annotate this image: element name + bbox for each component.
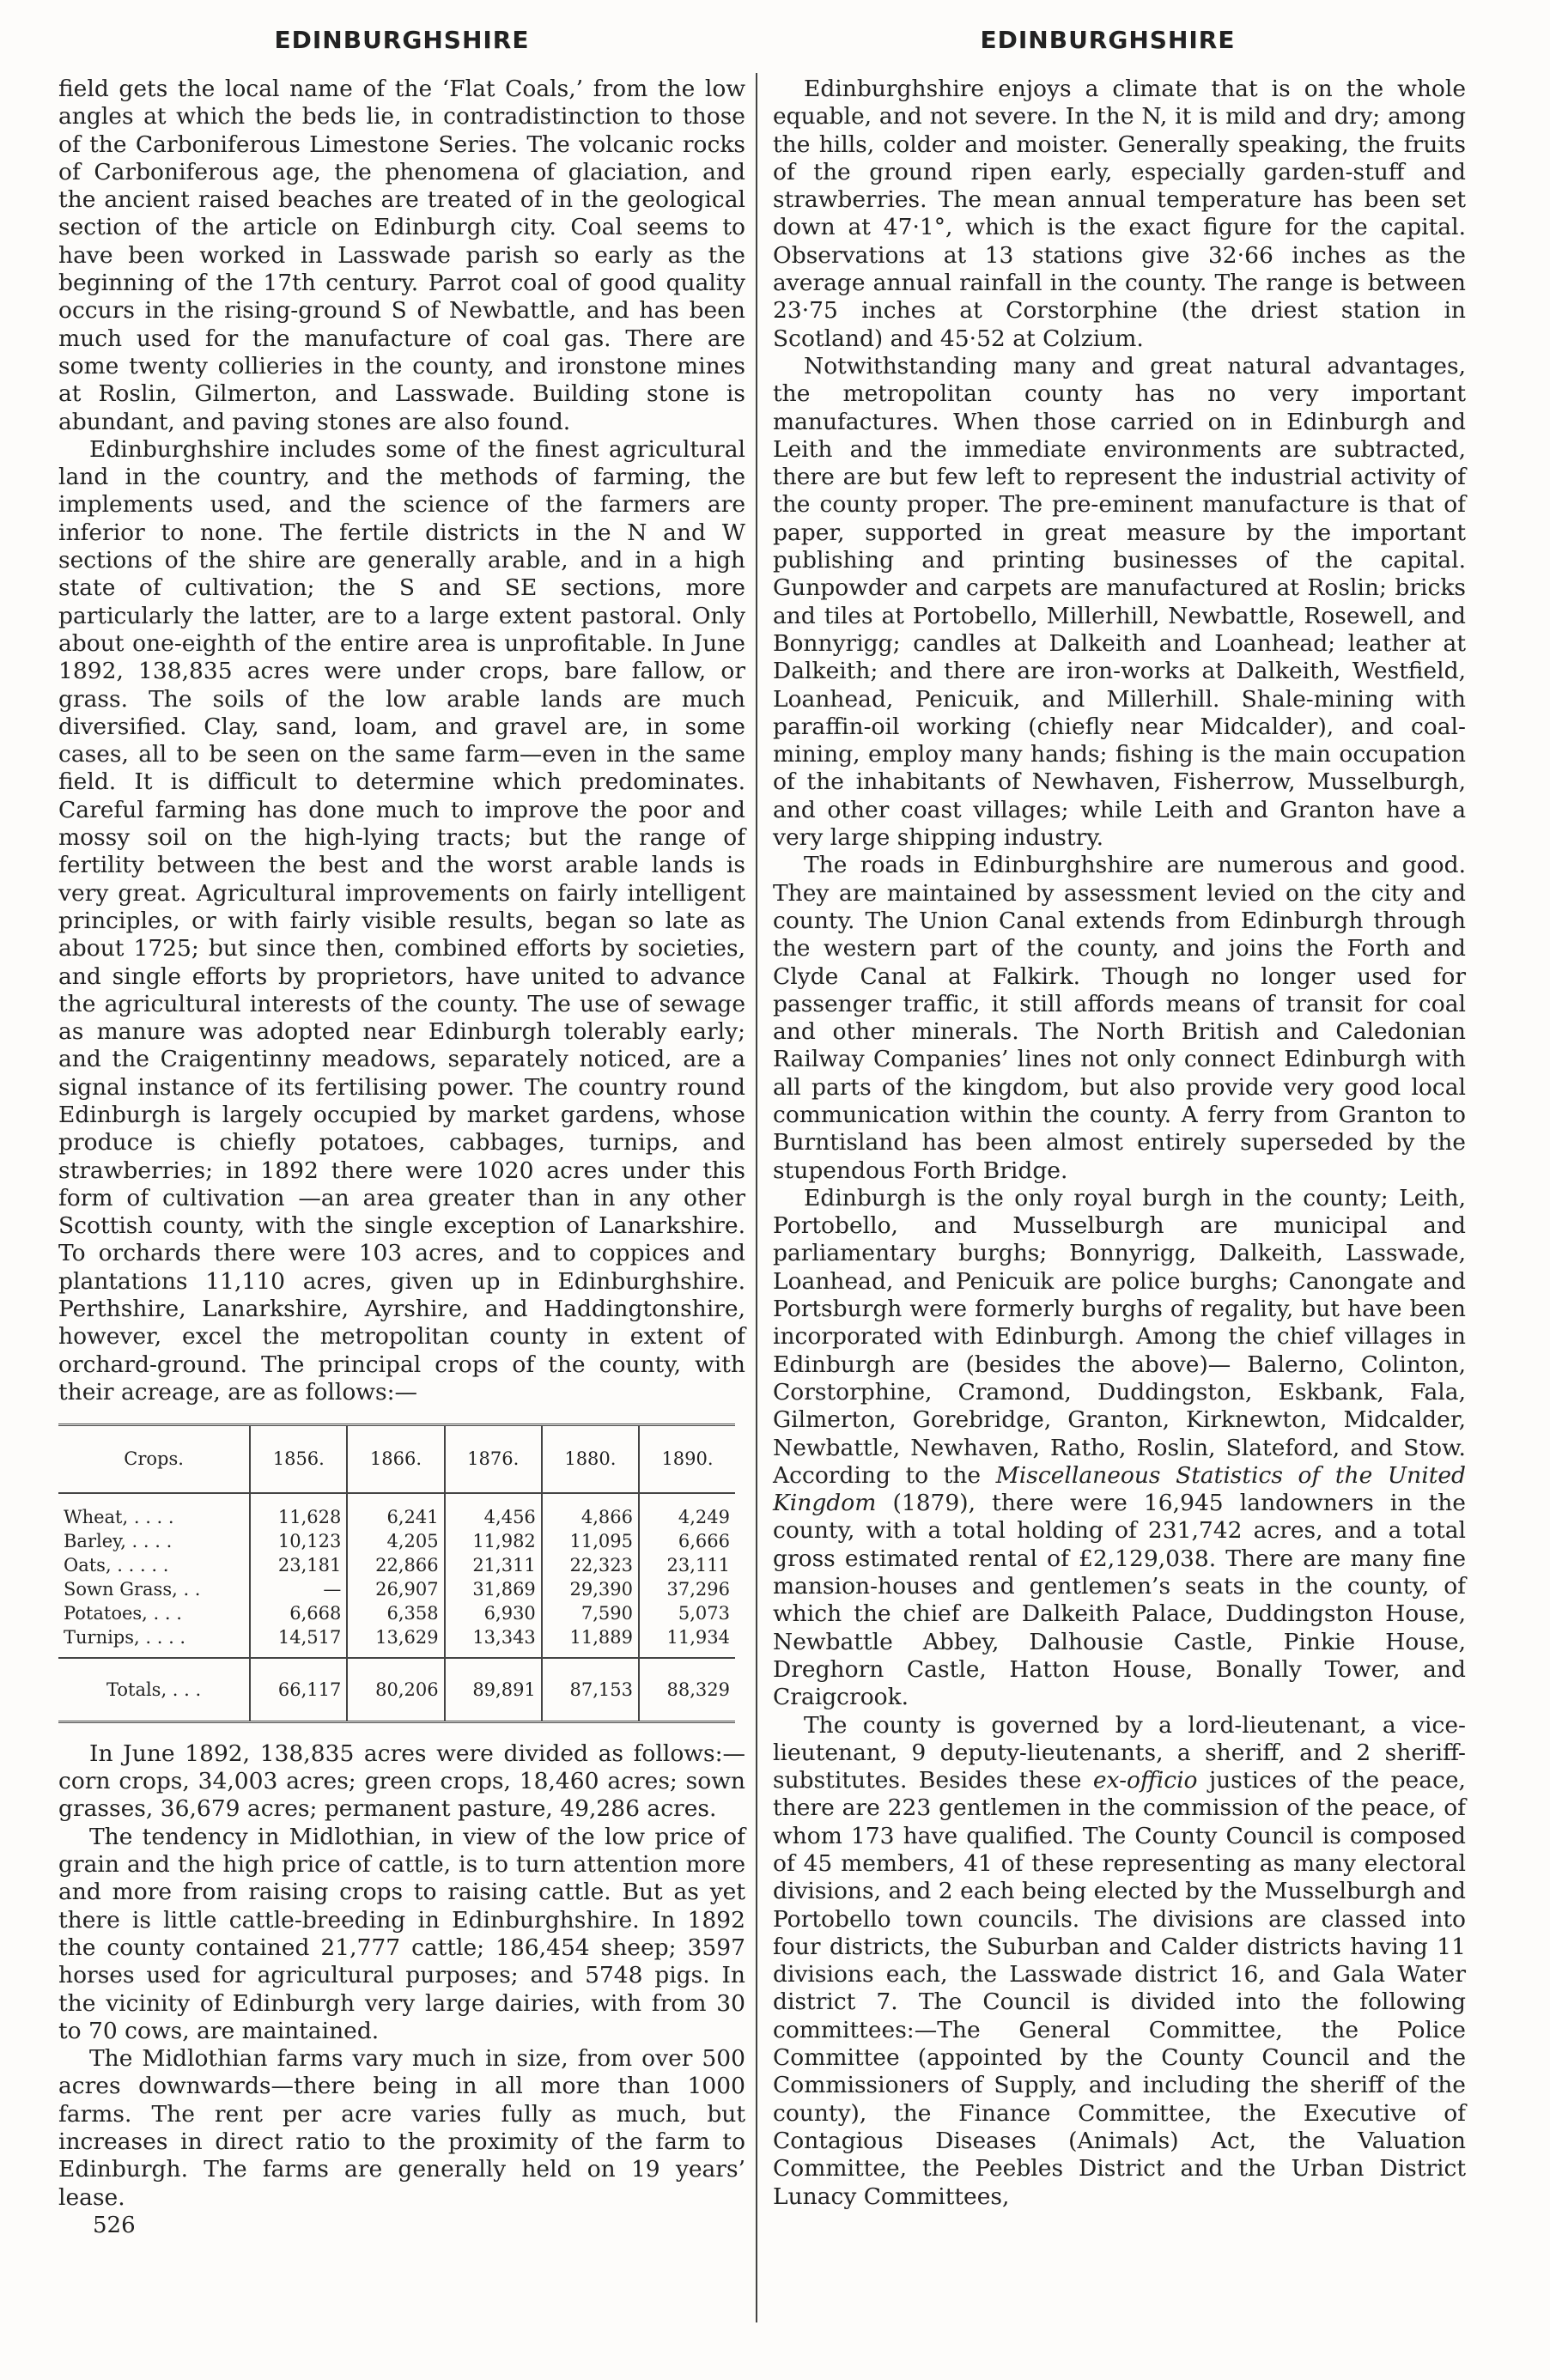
table-cell: 11,889 — [542, 1625, 639, 1658]
paragraph-burghs-text-a: Edinburgh is the only royal burgh in the county; Leith, Portobello, and Musselburgh are municipal and parliamentary burghs; Bonnyrigg, Dalkeith, Lasswade, Loanhead, and Penicuik are police burghs; Canongate and Portsburgh were formerly burghs of regality, but have been incorporated with Edinburgh. Among the chief villages in Edinburgh are (besides the above)— Balerno, Colinton, Corstorphine, Cramond, Duddingston, Eskbank, Fala, Gilmerton, Gorebridge, Granton, Kirknewton, Midcalder, Newbattle, Newhaven, Ratho, Roslin, Slateford, and Stow. According to the — [773, 1184, 1466, 1489]
table-cell: Barley, . . . . — [64, 1530, 173, 1551]
table-cell: 88,329 — [639, 1658, 735, 1721]
left-column — [58, 76, 745, 2239]
table-cell: 89,891 — [445, 1658, 542, 1721]
table-header-cell: Crops. — [58, 1426, 250, 1492]
table-header-cell: 1866. — [347, 1426, 444, 1492]
paragraph-government-text-a: The county is governed by a lord-lieutenant, a vice-lieutenant, 9 deputy-lieutenants, a sheriff, and 2 sheriff-substitutes. Besides these — [773, 1711, 1466, 1794]
table-cell: 31,869 — [445, 1577, 542, 1601]
table-cell: 11,934 — [639, 1625, 735, 1658]
table-cell: 80,206 — [347, 1658, 444, 1721]
table-row — [58, 1577, 735, 1601]
paragraph-communications: The roads in Edinburghshire are numerous and good. They are maintained by assessment levied on the city and county. The Union Canal extends from Edinburgh through the western part of the county, and joins the Forth and Clyde Canal at Falkirk. Though no longer used for passenger traffic, it still affords means of transit for coal and other minerals. The North British and Caledonian Railway Companies’ lines not only connect Edinburgh with all parts of the kingdom, but also provide very good local communication within the county. A ferry from Granton to Burntisland has been almost entirely superseded by the stupendous Forth Bridge. — [773, 852, 1466, 1184]
table-cell: 22,323 — [542, 1553, 639, 1577]
table-cell: — — [250, 1577, 347, 1601]
table-cell: Oats, . . . . . — [64, 1554, 169, 1576]
table-header-row — [58, 1426, 735, 1492]
table-cell: 6,358 — [347, 1601, 444, 1625]
table-cell: 21,311 — [445, 1553, 542, 1577]
table-cell: 26,907 — [347, 1577, 444, 1601]
table-cell: 11,982 — [445, 1529, 542, 1553]
crops-table-frame — [58, 1424, 735, 1723]
table-cell: 4,205 — [347, 1529, 444, 1553]
paragraph-climate: Edinburghshire enjoys a climate that is on the whole equable, and not severe. In the N, it is mild and dry; among the hills, colder and moister. Generally speaking, the fruits of the ground ripen early, especially garden-stuff and strawberries. The mean annual temperature has been set down at 47·1°, which is the exact figure for the capital. Observations at 13 stations give 32·66 inches as the average annual rainfall in the county. The range is between 23·75 inches at Corstorphine (the driest station in Scotland) and 45·52 at Colzium. — [773, 76, 1466, 352]
publication-title: Miscellaneous Statistics of the United Kingdom — [773, 1461, 1467, 1517]
paragraph-burghs — [773, 1185, 1466, 1712]
running-header-left: EDINBURGHSHIRE — [274, 26, 530, 54]
table-cell: 6,930 — [445, 1601, 542, 1625]
table-cell: 14,517 — [250, 1625, 347, 1658]
table-cell: 23,111 — [639, 1553, 735, 1577]
table-cell: 6,666 — [639, 1529, 735, 1553]
table-cell: 22,866 — [347, 1553, 444, 1577]
table-row — [58, 1625, 735, 1658]
table-totals-row — [58, 1658, 735, 1721]
table-header-cell: 1890. — [639, 1426, 735, 1492]
table-row — [58, 1529, 735, 1553]
table-cell: 4,456 — [445, 1493, 542, 1529]
running-header-right: EDINBURGHSHIRE — [980, 26, 1236, 54]
table-cell: 6,241 — [347, 1493, 444, 1529]
table-cell: 29,390 — [542, 1577, 639, 1601]
table-cell: 23,181 — [250, 1553, 347, 1577]
table-cell: Sown Grass, . . — [64, 1578, 201, 1600]
table-cell: 4,866 — [542, 1493, 639, 1529]
table-row — [58, 1493, 735, 1529]
table-cell: 6,668 — [250, 1601, 347, 1625]
table-cell: 5,073 — [639, 1601, 735, 1625]
table-cell: 10,123 — [250, 1529, 347, 1553]
table-cell: 13,629 — [347, 1625, 444, 1658]
table-header-cell: 1880. — [542, 1426, 639, 1492]
table-header-cell: 1876. — [445, 1426, 542, 1492]
table-cell: 66,117 — [250, 1658, 347, 1721]
table-cell: 7,590 — [542, 1601, 639, 1625]
table-cell: 11,628 — [250, 1493, 347, 1529]
paragraph-acreage-division: In June 1892, 138,835 acres were divided as follows:— corn crops, 34,003 acres; green crops, 18,460 acres; sown grasses, 36,679 acres; permanent pasture, 49,286 acres. — [58, 1739, 745, 1823]
table-cell: Totals, . . . — [58, 1658, 250, 1721]
paragraph-geology: field gets the local name of the ‘Flat Coals,’ from the low angles at which the beds lie, in contradistinction to those of the Carboniferous Limestone Series. The volcanic rocks of Carboniferous age, the phenomena of glaciation, and the ancient raised beaches are treated of in the geological section of the article on Edinburgh city. Coal seems to have been worked in Lasswade parish so early as the beginning of the 17th century. Parrot coal of good quality occurs in the rising-ground S of Newbattle, and has been much used for the manufacture of coal gas. There are some twenty collieries in the county, and ironstone mines at Roslin, Gilmerton, and Lasswade. Building stone is abundant, and paving stones are also found. — [58, 76, 745, 435]
page-number: 526 — [93, 2212, 136, 2238]
table-cell: 37,296 — [639, 1577, 735, 1601]
table-header-cell: 1856. — [250, 1426, 347, 1492]
table-cell: 4,249 — [639, 1493, 735, 1529]
table-cell: Turnips, . . . . — [64, 1626, 186, 1648]
table-cell: 87,153 — [542, 1658, 639, 1721]
paragraph-farms: The Midlothian farms vary much in size, from over 500 acres downwards—there being in all more than 1000 farms. The rent per acre varies fully as much, but increases in direct ratio to the proximity of the farm to Edinburgh. The farms are generally held on 19 years’ lease. — [58, 2045, 745, 2211]
table-cell: Potatoes, . . . — [64, 1602, 182, 1624]
paragraph-burghs-text-b: (1879), there were 16,945 landowners in the county, with a total holding of 231,742 acres, and a total gross estimated rental of £2,129,038. There are many fine mansion-houses and gentlemen’s seats in the county, of which the chief are Dalkeith Palace, Duddingston House, Newbattle Abbey, Dalhousie Castle, Pinkie House, Dreghorn Castle, Hatton House, Bonally Tower, and Craigcrook. — [773, 1490, 1466, 1711]
table-row — [58, 1553, 735, 1577]
table-row — [58, 1601, 735, 1625]
table-cell: 11,095 — [542, 1529, 639, 1553]
paragraph-manufactures: Notwithstanding many and great natural advantages, the metropolitan county has no very important manufactures. When those carried on in Edinburgh and Leith and the immediate environments are subtracted, there are but few left to represent the industrial activity of the county proper. The pre-eminent manufacture is that of paper, supported in great measure by the important publishing and printing businesses of the capital. Gunpowder and carpets are manufactured at Roslin; bricks and tiles at Portobello, Millerhill, Newbattle, Rosewell, and Bonnyrigg; candles at Dalkeith and Loanhead; leather at Dalkeith; and there are iron-works at Dalkeith, Westfield, Loanhead, Penicuik, and Millerhill. Shale-mining with paraffin-oil working (chiefly near Midcalder), and coal-mining, employ many hands; fishing is the main occupation of the inhabitants of Newhaven, Fisherrow, Musselburgh, and other coast villages; while Leith and Granton have a very large shipping industry. — [773, 352, 1466, 852]
latin-term: ex-officio — [1092, 1767, 1198, 1794]
paragraph-agriculture: Edinburghshire includes some of the finest agricultural land in the country, and the methods of farming, the implements used, and the science of the farmers are inferior to none. The fertile districts in the N and W sections of the shire are generally arable, and in a high state of cultivation; the S and SE sections, more particularly the latter, are to a large extent pastoral. Only about one-eighth of the entire area is unprofitable. In June 1892, 138,835 acres were under crops, bare fallow, or grass. The soils of the low arable lands are much diversified. Clay, sand, loam, and gravel are, in some cases, all to be seen on the same farm—even in the same field. It is difficult to determine which predominates. Careful farming has done much to improve the poor and mossy soil on the high-lying tracts; but the range of fertility between the best and the worst arable lands is very great. Agricultural improvements on fairly intelligent principles, or with fairly visible results, began so late as about 1725; but since then, combined efforts by societies, and single efforts by proprietors, have united to advance the agricultural interests of the county. The use of sewage as manure was adopted near Edinburgh tolerably early; and the Craigentinny meadows, separately noticed, are a signal instance of its fertilising power. The country round Edinburgh is largely occupied by market gardens, whose produce is chiefly potatoes, cabbages, turnips, and strawberries; in 1892 there were 1020 acres under this form of cultivation —an area greater than in any other Scottish county, with the single exception of Lanarkshire. To orchards there were 103 acres, and to coppices and plantations 11,110 acres, given up in Edinburghshire. Perthshire, Lanarkshire, Ayrshire, and Haddingtonshire, however, excel the metropolitan county in extent of orchard-ground. The principal crops of the county, with their acreage, are as follows:— — [58, 435, 745, 1406]
right-column — [773, 76, 1466, 2211]
paragraph-livestock: The tendency in Midlothian, in view of the low price of grain and the high price of cattle, is to turn attention more and more from raising crops to raising cattle. But as yet there is little cattle-breeding in Edinburghshire. In 1892 the county contained 21,777 cattle; 186,454 sheep; 3597 horses used for agricultural purposes; and 5748 pigs. In the vicinity of Edinburgh very large dairies, with from 30 to 70 cows, are maintained. — [58, 1823, 745, 2044]
column-divider — [756, 73, 757, 2322]
paragraph-government-text-b: justices of the peace, there are 223 gentlemen in the commission of the peace, of whom 173 have qualified. The County Council is composed of 45 members, 41 of these representing as many electoral divisions, and 2 each being elected by the Musselburgh and Portobello town councils. The divisions are classed into four districts, the Suburban and Calder districts having 11 divisions each, the Lasswade district 16, and Gala Water district 7. The Council is divided into the following committees:—The General Committee, the Police Committee (appointed by the County Council and the Commissioners of Supply, and including the sheriff of the county), the Finance Committee, the Executive of Contagious Diseases (Animals) Act, the Valuation Committee, the Peebles District and the Urban District Lunacy Committees, — [773, 1767, 1466, 2210]
table-cell: 13,343 — [445, 1625, 542, 1658]
paragraph-government — [773, 1712, 1466, 2211]
crops-table — [58, 1426, 735, 1721]
table-cell: Wheat, . . . . — [64, 1506, 174, 1527]
